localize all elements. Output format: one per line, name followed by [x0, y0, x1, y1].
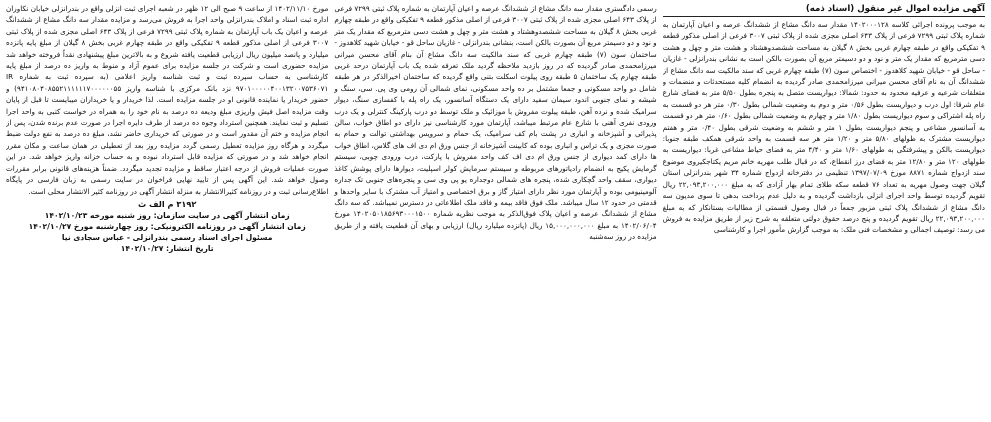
- notice-column-middle: [334, 3, 656, 419]
- title-divider: [663, 16, 985, 17]
- notice-columns: [6, 3, 985, 419]
- notice-paragraph-left: مورخ ۱۴۰۲/۱۱/۱۰ از ساعت ۹ صبح الی ۱۲ ظهر در شعبه اجرای ثبت انزلی واقع در بندرانزلی خیابان نکاوران اداره ثبت اسناد و املاک بندرانزلی واحد اجرا به فروش می‌رسد و مزایده مقدار سه دانگ مشاع از ششدانگ عرصه و اعیان یک باب آپارتمان به شماره پلاک ثبتی ۷۲۹۹ فرعی از پلاک ۶۴۳ اصلی مجزی شده از پلاک ثبتی ۳۰۰۷ فرعی از اصلی مذکور قطعه ۹ تفکیکی واقع در طبقه چهارم غربی بخش ۸ گیلان از مبلغ پایه پانزده میلیارد و پانصد میلیون ریال ارزیابی قطعیت یافته شروع و به بالاترین مبلغ پیشنهادی نقداً فروخته خواهد شد مزایده حضوری است و شرکت در جلسه مزایده برای عموم آزاد و منوط به واریز ده درصد از مبلغ پایه کارشناسی به حساب سپرده ثبت و ثبت شناسه واریز اعلامی (به سپرده ثبت به شماره IR ۹۷۰۱۰۰۰۰۰۴۰۰۱۳۲۰۰۷۵۳۶۰۷۱ نزد بانک مرکزی با شناسه واریز ۹۴۱۰۸۰۴۰۸۵۵۲۱۱۱۱۱۱۷۰۰۰۰۰۰۵۵) و حضور خریدار یا نماینده قانونی او در جلسه مزایده است. لذا خریدار و یا خریداران میبایست تا قبل از پایان وقت مزایده اصل فیش واریزی مبلغ ودیعه ده درصد به نام خود را به همراه در خواست کتبی به واحد اجرا تسلیم و ثبت نمایند. همچنین استرداد وجوه ده درصد از طرف دایره اجرا در صورت عدم برنده شدن، پس از انجام مزایده و ختم آن مقدور است و در صورتی که خریداری حاضر نشد، مبلغ ده درصد به نفع دولت ضبط میگردد و هرگاه روز مزایده تعطیل رسمی گردد مزایده روز بعد از تعطیلی در همان ساعت و مکان مقرر انجام خواهد شد و در صورتی که مزایده قابل استرداد نبوده و به حساب خزانه واریز خواهد شد. در این صورت عملیات فروش از درجه اعتبار ساقط و مزایده تجدید میگردد. ضمناً هزینه‌های قانونی برابر مقررات وصول خواهد شد. این آگهی پس از تایید نهایی فراخوان در سایت رسمی به زبان فارسی در پایگاه اطلاع‌رسانی ثبت و در روزنامه کثیرالانتشار به منزله انتشار آگهی در روزنامه کثیر الانتشار محلی است.: [6, 4, 329, 196]
- reference-code: ۳۱۹۲ م الف ث: [137, 198, 197, 209]
- notice-column-left: [6, 3, 328, 419]
- publication-date: تاریخ انتشار: ۱۴۰۲/۱۰/۲۷: [120, 243, 214, 253]
- notice-title: آگهی مزایده اموال غیر منقول (اسناد ذمه): [805, 4, 985, 14]
- site-publish-date: زمان انتشار آگهی در سایت سازمان: روز شنبه مورخه ۱۴۰۲/۱۰/۲۳: [44, 210, 290, 220]
- newspaper-publish-date: زمان انتشار آگهی در روزنامه الکترونیکی: روز چهارشنبه مورخ ۱۴۰۲/۱۰/۲۷: [28, 221, 306, 231]
- notice-footer: [6, 199, 328, 254]
- notice-paragraph-right: به موجب پرونده اجرائی کلاسه ۱۴۰۲۰۰۰۱۲۸ مقدار سه دانگ مشاع از ششدانگ عرصه و اعیان آپارتمان به شماره پلاک ثبتی ۷۲۹۹ فرعی از پلاک ۶۴۳ اصلی مجزی شده از پلاک ثبتی ۳۰۰۷ فرعی از اصلی مذکور قطعه ۹ تفکیکی واقع در طبقه چهارم غربی بخش ۸ گیلان به مساحت ششصدوهشتاد و هشت متر و چهل و هشت دسی مترمربع که مقدار یک متر و نود و دو دسیمتر مربع آن بصورت بالکن است به نشانی بندرانزلی - غازیان - ساحل قو - خیابان شهید کلاهدوز - اختصاص سون (۷) طبقه چهارم غربی که سند مالکیت سه دانگ مشاع از ششدانگ آن به نام آقای محسن میرانی میرزامحمدی صادر گردیده به انضمام کلیه مستحدثات و منضمات و متعلقات شرعیه و عرفیه محدود به حدود: شمالا: دیواریست متصل به پنجره بطول ۵/۵۰ متر به فضای شارع عام شرقا: اول درب و دیواریست بطول ۰/۵۶ متر و دوم به وضعیت شمالی بطول ۰/۳۰ متر هر دو قسمت به راه پله اشتراکی و سوم دیواریست بطول ۱/۸۰ متر و چهارم به وضعیت شمالی بطول ۰/۶۰ متر هر دو قسمت به آسانسور مشاعی و پنجم دیواریست بطول ۱ متر و ششم به وضعیت شرقی بطول ۰/۴۰ متر و هفتم دیواریست مشترک به طولهای ۵/۸۰ متر و ۱/۲۰ متر هر سه قسمت به واحد شرقی همکف طبقه جنوبا: دیواریست بالکن و پیشرفتگی به طولهای ۱/۶۰ متر و ۴/۴۰ متر به فضای حیاط مشاعی غربا: دیواریست به طولهای ۱۲۰ متر و ۱۲/۸۰ متر به فضای درز انقطاع، که در قبال طلب مهریه خانم مریم یکتاجکیروی موضوع سند ازدواج شماره ۸۸۷۱ مورخ ۱۳۹۷/۰۷/۰۹ تنظیمی در دفترخانه ازدواج شماره ۳۴ شهر بندرانزلی استان گیلان جهت وصول مهریه به تعداد ۷۶ قطعه سکه طلای تمام بهار آزادی که به مبلغ ۲۲,۰۹۳,۲۰۰,۰۰۰ ریال تقویم گردیده توسط واحد اجرای انزلی بازداشت گردیده و به دلیل عدم پرداخت بدهی تا سوی مدیون سه دانگ مشاع از ششدانگ پلاک ثبتی مزبور جمعاً در قبال وصول قسمتی از مطالبات بستانکار که به مبلغ ۲۲,۰۹۳,۲۰۰,۰۰۰ ریال تقویم گردیده و پنج درصد حقوق دولتی متعلقه به شرح زیر از طریق مزایده به فروش می رسد: توصیف اجمالی و مشخصات فنی ملک: به موجب گزارش مأمور اجرا و کارشناسی: [662, 20, 985, 235]
- notice-paragraph-middle: رسمی دادگستری مقدار سه دانگ مشاع از ششدانگ عرصه و اعیان آپارتمان به شماره پلاک ثبتی ۷۲۹۹ فرعی از پلاک ۶۴۳ اصلی مجزی شده از پلاک ثبتی ۳۰۰۷ فرعی از اصلی مذکور قطعه ۹ تفکیکی واقع در طبقه چهارم غربی بخش ۸ گیلان به مساحت ششصدوهشتاد و هشت متر و چهل و هشت دسی مترمربع که مقدار یک متر و نود و دو دسیمتر مربع آن بصورت بالکن است، بنشانی بندرانزلی - غازیان ساحل قو - خیابان شهید کلاهدوز - ساختمان سون (۷) طبقه چهارم غربی که سند مالکیت سه دانگ مشاع آن بنام آقای محسن میرانی میرزامحمدی صادر گردیده که در روز بازدید ملاحظه گردید ملک تعرفه شده یک باب آپارتمان درحد غربی طبقه چهارم یک ساختمان ۵ طبقه روی پیلوت اسکلت بتنی واقع گردیده که ساختمان اخیرالذکر در هر طبقه شامل دو واحد مسکونی و جمعا مشتمل بر ده واحد مسکونی، نمای شمالی آن رومی وی پی. سی، سنگ و شیشه و نمای جنوبی اندود سیمان سفید دارای یک دستگاه آسانسور، یک راه پله با کفسازی سنگ، دیوار سرامیک شده و نرده آهن، طبقه پیلوت مفروش با موزائیک و ملک توسط دو درب پارکینگ کنترلی و یک درب ورودی نفری آهنی با شارع عام مرتبط میباشد، آپارتمان مورد کارشناسی نیز دارای دو اطاق خواب، سالن پذیرائی و آشپزخانه و انباری در پشت بام کف سرامیک، یک حمام و سرویس بهداشتی توالت و حمام به صورت مجزی و یک تراس و انباری بوده که کابینت آشپزخانه از جنس ورق ام دی اف های گلاس، اطاق خواب ها دارای کمد دیواری از جنس ورق ام دی اف کف واحد مفروش با پارکت، درب ورودی چوبی، سیستم گرمایش پکیج به انضمام رادیاتورهای مربوطه و سیستم سرمایش کولر اسپلیت، دیوارها دارای پوشش کاغذ دیواری، سقف واحد گچکاری شده، پنجره های شمالی دوجداره یو پی وی سی و پنجره‌های جنوبی تک جداره آلومینیومی بوده و آپارتمان مورد نظر دارای امتیاز گاز و برق اختصاصی و امتیاز آب مشترک با سایر واحدها و قدمتی در حدود ۱۲ سال میباشد. ملک فوق فاقد بیمه و فاقد ملک اطلاعاتی در دسترس نمیباشد. که سه دانگ مشاع از ششدانگ عرصه و اعیان پلاک فوق‌الذکر به موجب نظریه شماره ۱۴۰۲۰۵۰۱۸۵۶۹۳۰۰۰۱۵۰۰ مورخ ۱۴۰۲/۰۶/۰۴ به مبلغ ۱۵,۰۰۰,۰۰۰,۰۰۰ ریال (پانزده میلیارد ریال) ارزیابی و بهای آن قطعیت یافته و از طریق مزایده در روز سه‌شنبه: [334, 4, 657, 242]
- responsible-official: مسئول اجرای اسناد رسمی بندرانزلی - عباس سجادی نیا: [61, 232, 273, 242]
- notice-column-right: [663, 3, 985, 419]
